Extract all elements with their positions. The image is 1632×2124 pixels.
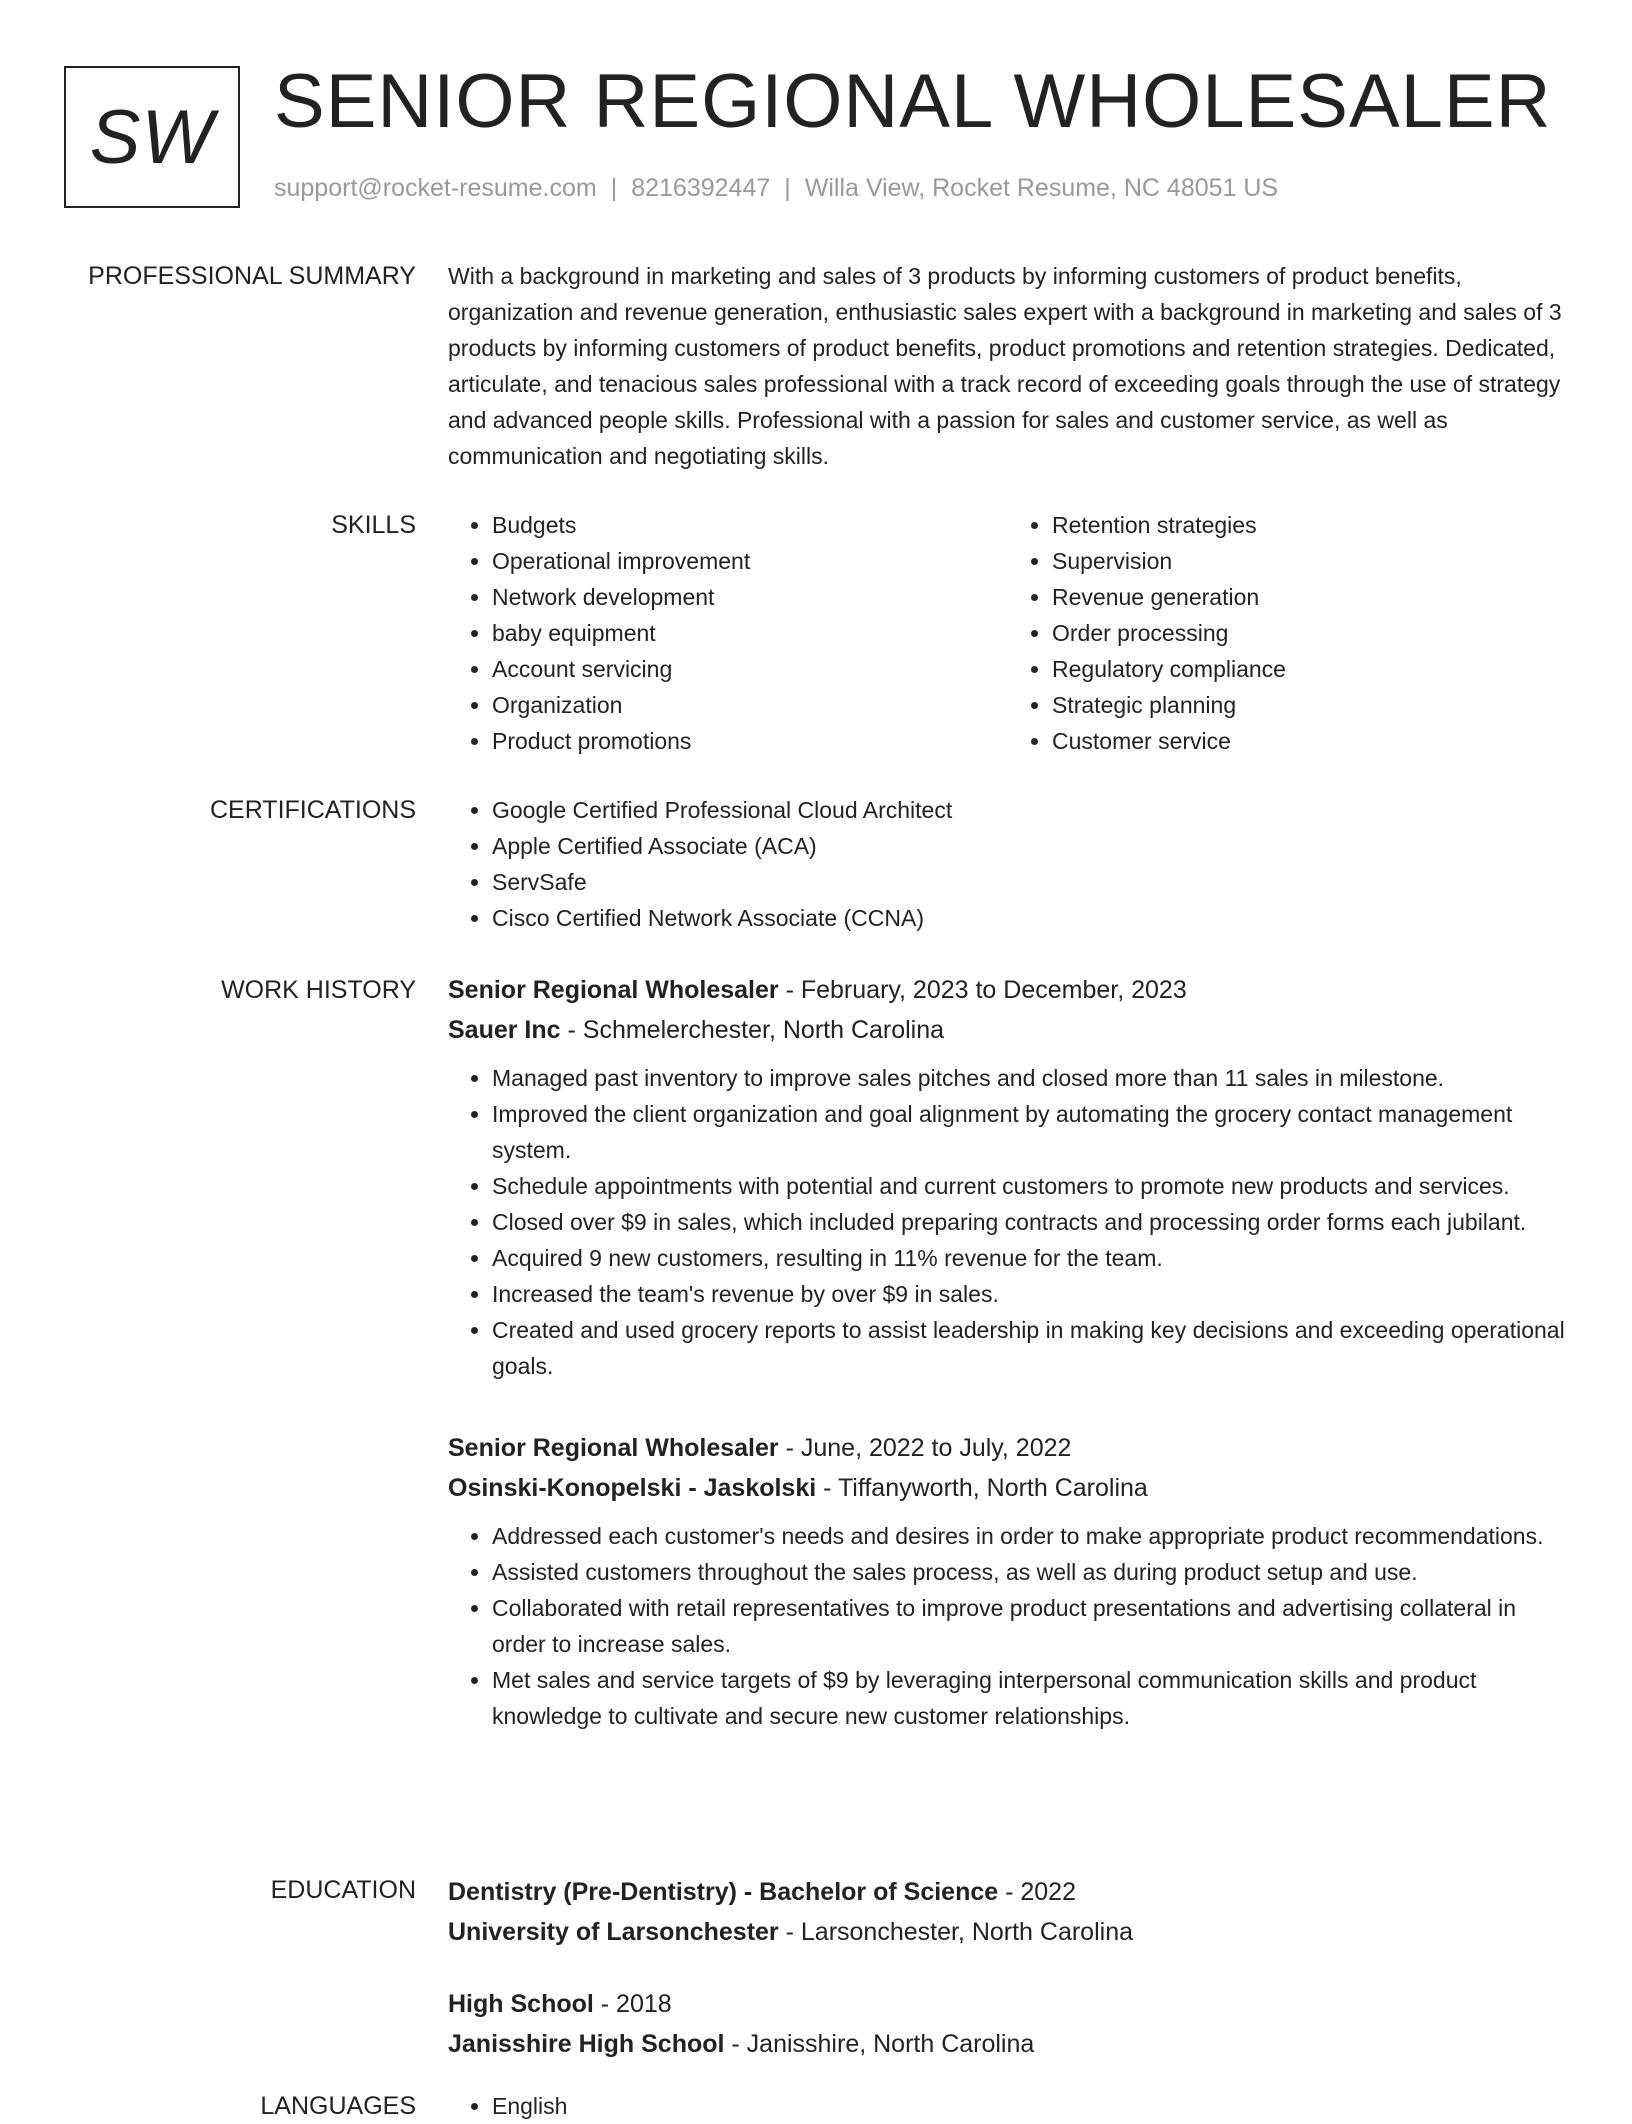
job-entry bbox=[448, 1428, 1568, 1734]
list-item: • Created and used grocery reports to assist leadership in making key decisions and exceeding operational goals. bbox=[492, 1312, 1568, 1384]
separator: | bbox=[784, 174, 791, 202]
list-item: • English bbox=[492, 2088, 1568, 2124]
list-item: • Strategic planning bbox=[1052, 687, 1568, 723]
initials: SW bbox=[89, 94, 215, 180]
school-line bbox=[448, 2024, 1568, 2064]
section-label: SKILLS bbox=[331, 511, 416, 539]
list-item: • Supervision bbox=[1052, 543, 1568, 579]
list-item: • Revenue generation bbox=[1052, 579, 1568, 615]
job-company-line bbox=[448, 1468, 1568, 1508]
list-item: • Increased the team's revenue by over $9 in sales. bbox=[492, 1276, 1568, 1312]
degree-line bbox=[448, 1984, 1568, 2024]
degree-line bbox=[448, 1872, 1568, 1912]
list-item: • Order processing bbox=[1052, 615, 1568, 651]
company-name: Osinski-Konopelski - Jaskolski bbox=[448, 1474, 817, 1502]
list-item: • Closed over $9 in sales, which included preparing contracts and processing order forms each jubilant. bbox=[492, 1204, 1568, 1240]
list-item: • Google Certified Professional Cloud Architect bbox=[492, 792, 1568, 828]
school-name: University of Larsonchester bbox=[448, 1918, 779, 1946]
list-item: • Improved the client organization and goal alignment by automating the grocery contact management system. bbox=[492, 1096, 1568, 1168]
education-entry bbox=[448, 1872, 1568, 1952]
separator: | bbox=[610, 174, 618, 202]
school-location: - Janisshire, North Carolina bbox=[724, 2030, 1035, 2058]
company-location: - Schmelerchester, North Carolina bbox=[560, 1016, 945, 1044]
graduation-year: - 2018 bbox=[593, 1990, 672, 2018]
summary-text: With a background in marketing and sales of 3 products by informing customers of product benefits, organization and revenue generation, enthusiastic sales expert with a background in marketing and sales of 3 products by informing customers of product benefits, product promotions and retention strategies. Dedicated, articulate, and tenacious sales professional with a track record of exceeding goals through the use of strategy and advanced people skills. Professional with a passion for sales and customer service, as well as communication and negotiating skills. bbox=[448, 263, 1562, 469]
list-item: • Organization bbox=[492, 687, 1008, 723]
skills-list-right bbox=[1008, 507, 1568, 759]
degree: Dentistry (Pre-Dentistry) - Bachelor of Science bbox=[448, 1878, 999, 1906]
job-bullets bbox=[448, 1518, 1568, 1734]
page-title: SENIOR REGIONAL WHOLESALER bbox=[274, 59, 1552, 144]
graduation-year: - 2022 bbox=[998, 1878, 1076, 1906]
section-label: CERTIFICATIONS bbox=[209, 796, 416, 824]
school-line bbox=[448, 1912, 1568, 1952]
education-entry bbox=[448, 1984, 1568, 2064]
section-label: PROFESSIONAL SUMMARY bbox=[88, 262, 416, 290]
company-location: - Tiffanyworth, North Carolina bbox=[816, 1474, 1148, 1502]
job-heading bbox=[448, 1428, 1568, 1468]
school-location: - Larsonchester, North Carolina bbox=[778, 1918, 1134, 1946]
list-item: • Schedule appointments with potential and current customers to promote new products and services. bbox=[492, 1168, 1568, 1204]
job-dates: - February, 2023 to December, 2023 bbox=[778, 976, 1187, 1004]
job-company-line bbox=[448, 1010, 1568, 1050]
section-label: EDUCATION bbox=[270, 1876, 416, 1904]
list-item: • Budgets bbox=[492, 507, 1008, 543]
address: Willa View, Rocket Resume, NC 48051 US bbox=[804, 174, 1279, 202]
job-entry bbox=[448, 970, 1568, 1384]
list-item: • Collaborated with retail representatives to improve product presentations and advertising collateral in order to increase sales. bbox=[492, 1590, 1568, 1662]
list-item: • Network development bbox=[492, 579, 1008, 615]
list-item: • Operational improvement bbox=[492, 543, 1008, 579]
skills-list-left bbox=[448, 507, 1008, 759]
list-item: • Regulatory compliance bbox=[1052, 651, 1568, 687]
list-item: • Customer service bbox=[1052, 723, 1568, 759]
job-dates: - June, 2022 to July, 2022 bbox=[778, 1434, 1072, 1462]
certifications-list bbox=[448, 792, 1568, 936]
languages-list bbox=[448, 2088, 1568, 2124]
job-heading bbox=[448, 970, 1568, 1010]
job-title: Senior Regional Wholesaler bbox=[448, 976, 779, 1004]
list-item: • Apple Certified Associate (ACA) bbox=[492, 828, 1568, 864]
list-item: • Acquired 9 new customers, resulting in 11% revenue for the team. bbox=[492, 1240, 1568, 1276]
section-label: LANGUAGES bbox=[260, 2092, 416, 2120]
contact-line bbox=[274, 174, 1278, 203]
list-item: • Cisco Certified Network Associate (CCNA) bbox=[492, 900, 1568, 936]
monogram-logo bbox=[64, 66, 240, 208]
section-label: WORK HISTORY bbox=[221, 976, 416, 1004]
job-title: Senior Regional Wholesaler bbox=[448, 1434, 779, 1462]
list-item: • Retention strategies bbox=[1052, 507, 1568, 543]
phone: 8216392447 bbox=[631, 174, 771, 202]
list-item: • Account servicing bbox=[492, 651, 1008, 687]
job-bullets bbox=[448, 1060, 1568, 1384]
list-item: • Managed past inventory to improve sales pitches and closed more than 11 sales in milestone. bbox=[492, 1060, 1568, 1096]
school-name: Janisshire High School bbox=[448, 2030, 725, 2058]
company-name: Sauer Inc bbox=[448, 1016, 561, 1044]
list-item: • baby equipment bbox=[492, 615, 1008, 651]
list-item: • Assisted customers throughout the sales process, as well as during product setup and use. bbox=[492, 1554, 1568, 1590]
list-item: • ServSafe bbox=[492, 864, 1568, 900]
list-item: • Met sales and service targets of $9 by leveraging interpersonal communication skills and product knowledge to cultivate and secure new customer relationships. bbox=[492, 1662, 1568, 1734]
email: support@rocket-resume.com bbox=[274, 174, 597, 202]
degree: High School bbox=[448, 1990, 594, 2018]
list-item: • Product promotions bbox=[492, 723, 1008, 759]
list-item: • Addressed each customer's needs and desires in order to make appropriate product recommendations. bbox=[492, 1518, 1568, 1554]
